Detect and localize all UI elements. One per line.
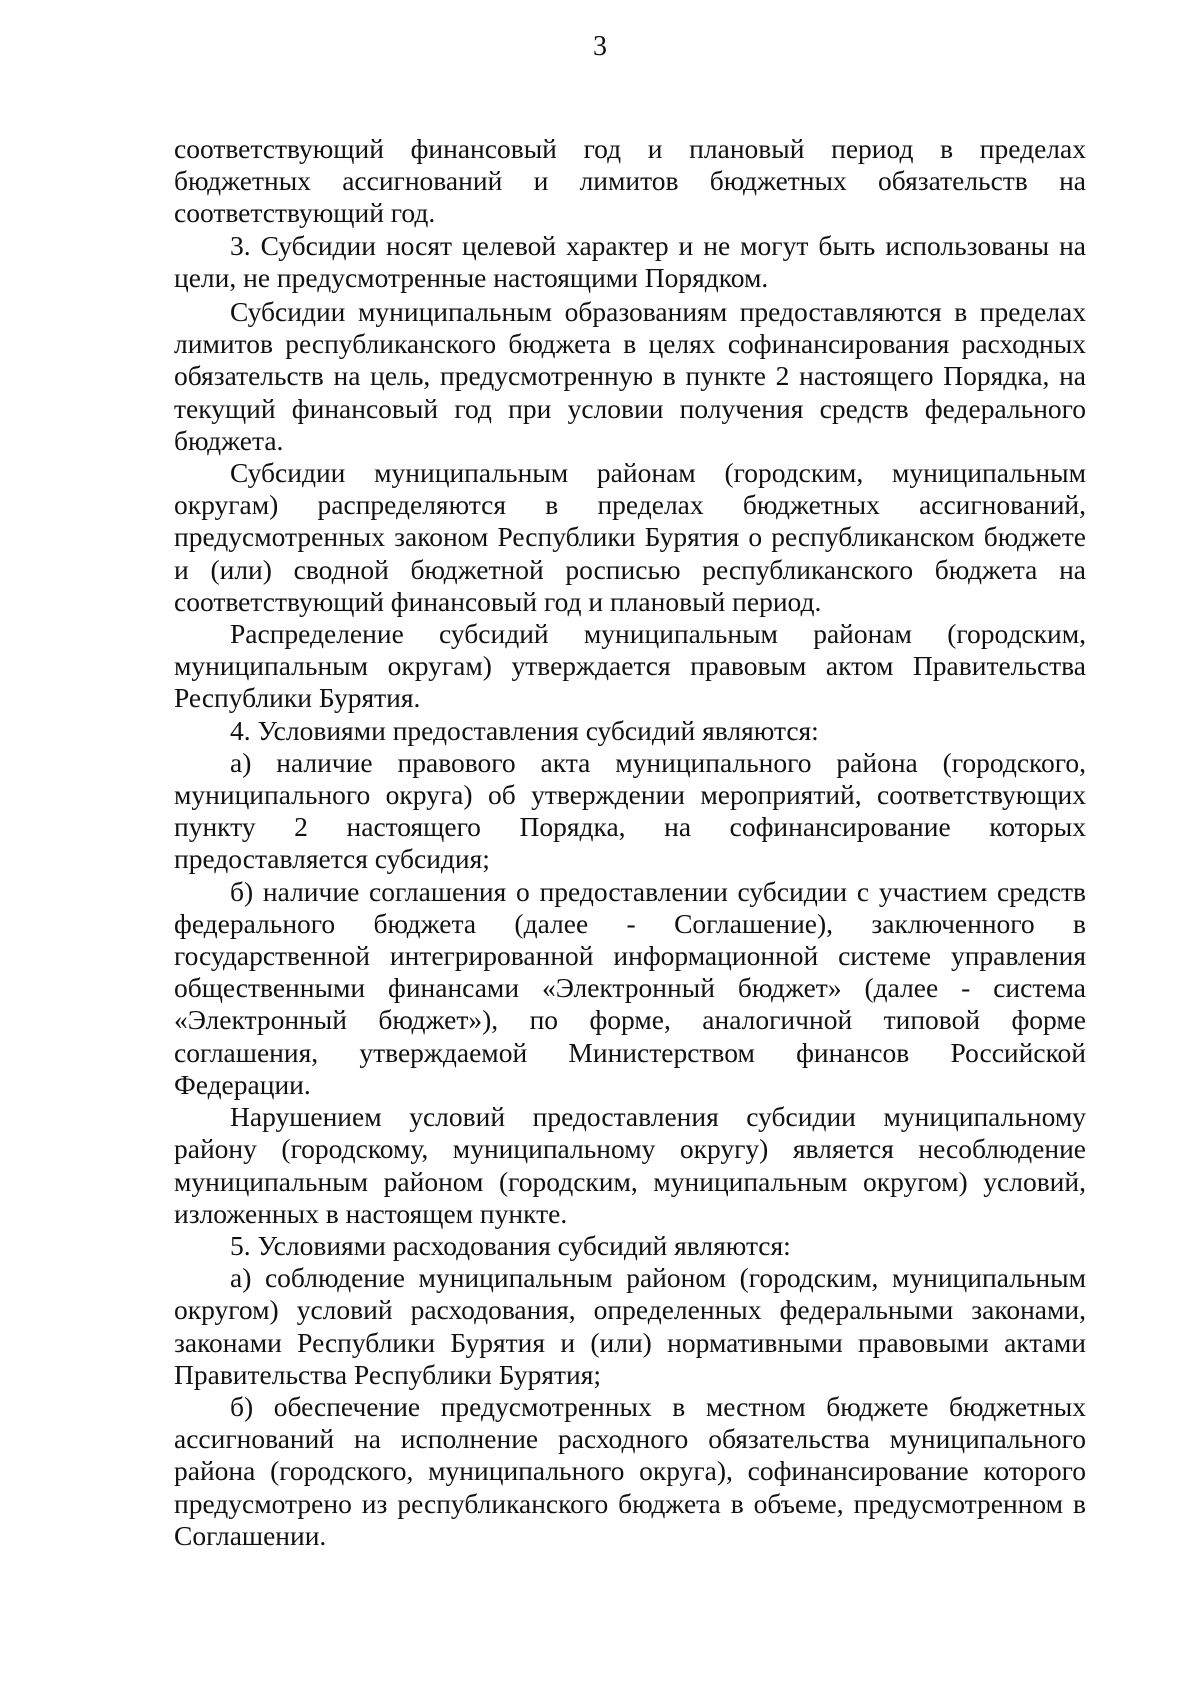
paragraph-item-5: 5. Условиями расходования субсидий являются: (230, 1229, 791, 1261)
page-number: 3 (593, 31, 607, 62)
paragraph-distribution-approval: Распределение субсидий муниципальным районам (городским, муниципальным округам) утверждается правовым актом Правительства Республики Бурятия. (174, 618, 1086, 714)
document-body (174, 133, 1086, 1552)
paragraph-subsidies-distribution: Субсидии муниципальным районам (городским, муниципальным округам) распределяются в пределах бюджетных ассигнований, предусмотренных законом Республики Бурятия о республиканском бюджете и (или) сводной бюджетной росписью республиканского бюджета на соответствующий финансовый год и плановый период. (174, 457, 1086, 617)
paragraph-continuation: соответствующий финансовый год и плановый период в пределах бюджетных ассигнований и лимитов бюджетных обязательств на соответствующий год. (174, 133, 1086, 229)
paragraph-violation: Нарушением условий предоставления субсидии муниципальному району (городскому, муниципальному округу) является несоблюдение муниципальным районом (городским, муниципальным округом) условий, изложенных в настоящем пункте. (174, 1101, 1086, 1229)
paragraph-item-5b: б) обеспечение предусмотренных в местном бюджете бюджетных ассигнований на исполнение расходного обязательства муниципального района (городского, муниципального округа), софинансирование которого предусмотрено из республиканского бюджета в объеме, предусмотренном в Соглашении. (174, 1390, 1086, 1551)
paragraph-item-3: 3. Субсидии носят целевой характер и не могут быть использованы на цели, не предусмотренные настоящими Порядком. (174, 229, 1086, 293)
paragraph-item-4b: б) наличие соглашения о предоставлении субсидии с участием средств федерального бюджета (далее - Соглашение), заключенного в государственной интегрированной информационной системе управления общественными финансами «Электронный бюджет» (далее - система «Электронный бюджет»), по форме, аналогичной типовой форме соглашения, утверждаемой Министерством финансов Российской Федерации. (174, 875, 1086, 1100)
paragraph-item-5a: а) соблюдение муниципальным районом (городским, муниципальным округом) условий расходования, определенных федеральными законами, законами Республики Бурятия и (или) нормативными правовыми актами Правительства Республики Бурятия; (174, 1262, 1086, 1390)
paragraph-item-4: 4. Условиями предоставления субсидий являются: (230, 714, 819, 746)
paragraph-item-4a: а) наличие правового акта муниципального района (городского, муниципального округа) об утверждении мероприятий, соответствующих пункту 2 настоящего Порядка, на софинансирование которых предоставляется субсидия; (174, 746, 1086, 875)
paragraph-subsidies-provision: Субсидии муниципальным образованиям предоставляются в пределах лимитов республиканского бюджета в целях софинансирования расходных обязательств на цель, предусмотренную в пункте 2 настоящего Порядка, на текущий финансовый год при условии получения средств федерального бюджета. (174, 296, 1086, 456)
